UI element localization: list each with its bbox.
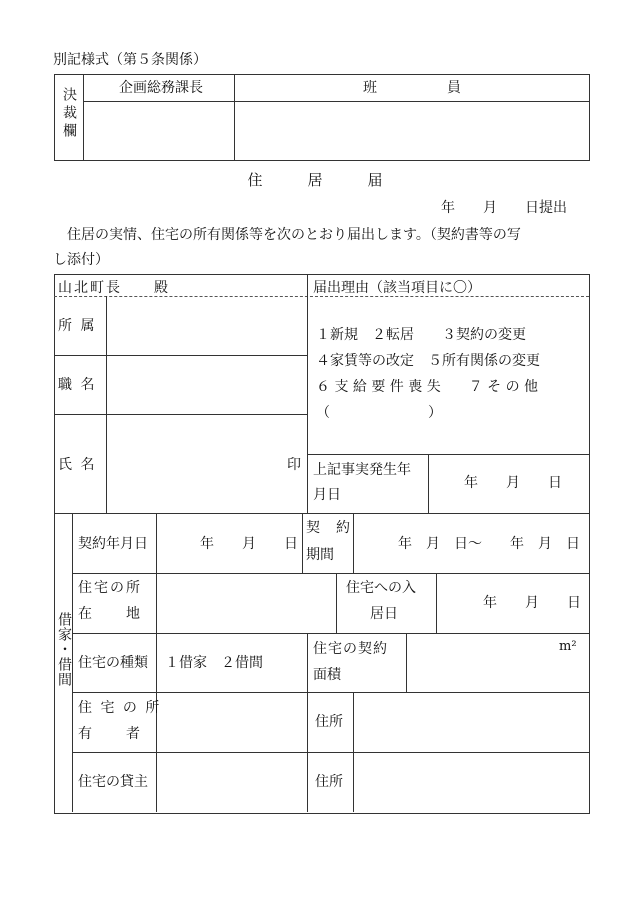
owner-label-1: 住 宅 の 所 [78, 700, 162, 716]
location-label-2: 在 地 [78, 606, 142, 622]
approval-staff-seal-field[interactable] [235, 102, 589, 160]
owner-label-2: 有 者 [78, 726, 142, 742]
reason-option-line3[interactable]: ６ 支 給 要 件 喪 失 ７ そ の 他 [316, 379, 539, 395]
approval-side-label: 決裁欄 [61, 87, 77, 141]
lender-address-field[interactable] [354, 753, 589, 812]
document-title: 住 居 届 [247, 171, 383, 189]
seal-mark: 印 [287, 457, 301, 473]
area-unit: m² [559, 639, 577, 654]
contract-period-field[interactable]: 年 月 日～ 年 月 日 [398, 536, 580, 552]
contract-date-label: 契約年月日 [78, 536, 148, 552]
location-field[interactable] [157, 574, 336, 633]
reason-header: 届出理由（該当項目に〇） [313, 280, 481, 296]
housing-type-label: 住宅の種類 [78, 655, 148, 671]
approval-col-manager: 企画総務課長 [119, 80, 203, 96]
lender-name-field[interactable] [157, 753, 307, 812]
addressee: 山北町長 殿 [58, 280, 170, 296]
name-field[interactable] [107, 415, 307, 513]
name-label: 氏 名 [58, 457, 97, 473]
move-in-label-2: 居日 [370, 606, 398, 622]
owner-name-field[interactable] [157, 693, 307, 752]
move-in-label-1: 住宅への入 [346, 580, 416, 596]
intro-text-line1: 住居の実情、住宅の所有関係等を次のとおり届出します。（契約書等の写 [53, 227, 521, 243]
housing-type-options[interactable]: １借家 ２借間 [165, 655, 263, 671]
affiliation-label: 所 属 [58, 318, 97, 334]
position-label: 職 名 [58, 377, 97, 393]
lender-address-label: 住所 [315, 774, 343, 790]
owner-address-label: 住所 [315, 714, 343, 730]
contract-area-label-2: 面積 [313, 667, 341, 683]
rental-side-label: 借家・借間 [56, 612, 72, 687]
approval-manager-seal-field[interactable] [84, 102, 234, 160]
position-field[interactable] [107, 356, 307, 414]
contract-period-label-1: 契 約 [306, 520, 351, 536]
contract-area-label-1: 住宅の契約 [313, 641, 388, 657]
contract-area-field[interactable] [407, 634, 589, 692]
reason-other-field[interactable]: （ ） [316, 405, 442, 421]
move-in-date-field[interactable]: 年 月 日 [483, 595, 581, 611]
occurrence-date-field[interactable]: 年 月 日 [464, 475, 562, 491]
occurrence-date-label-2: 月日 [313, 487, 341, 503]
form-number-label: 別記様式（第５条関係） [53, 52, 207, 68]
approval-box [54, 74, 590, 161]
contract-date-field[interactable]: 年 月 日 [200, 536, 298, 552]
affiliation-field[interactable] [107, 297, 307, 355]
occurrence-date-label-1: 上記事実発生年 [313, 462, 411, 478]
reason-option-line2[interactable]: ４家賃等の改定 ５所有関係の変更 [316, 353, 540, 369]
owner-address-field[interactable] [354, 693, 589, 752]
approval-col-staff: 班 員 [363, 80, 461, 96]
intro-text-line2: し添付） [53, 252, 109, 268]
location-label-1: 住宅の所 [78, 580, 142, 596]
lender-label: 住宅の貸主 [78, 774, 148, 790]
contract-period-label-2: 期間 [306, 547, 334, 563]
reason-option-line1[interactable]: １新規 ２転居 ３契約の変更 [316, 327, 526, 343]
submission-date[interactable]: 年 月 日提出 [441, 200, 567, 216]
